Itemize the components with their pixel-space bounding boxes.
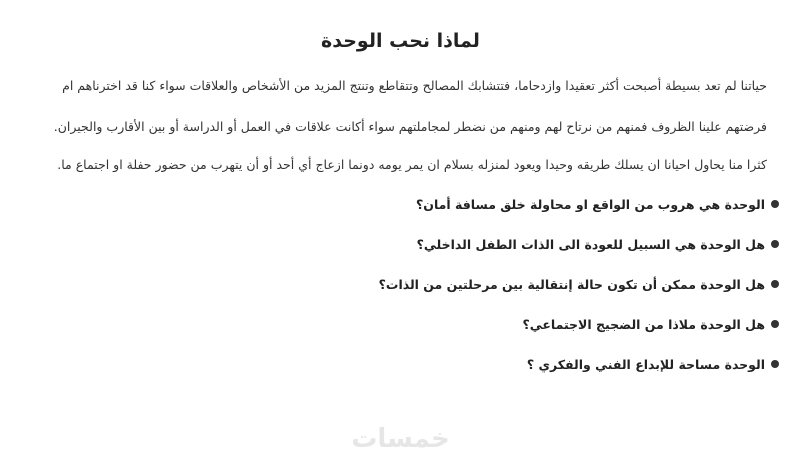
question-text: هل الوحدة هي السبيل للعودة الى الذات الطفل الداخلي؟ <box>416 236 765 252</box>
questions-list <box>219 194 779 394</box>
question-item <box>219 234 779 254</box>
question-text: الوحدة هي هروب من الواقع او محاولة خلق مسافة أمان؟ <box>416 196 765 212</box>
question-item <box>219 314 779 334</box>
paragraph-1: حياتنا لم تعد بسيطة أصبحت أكثر تعقيدا وازدحاما، فتتشابك المصالح وتتقاطع وتنتج المزيد من الأشخاص والعلاقات سواء كنا قد اخترناهم ام <box>62 78 767 93</box>
question-text: هل الوحدة ملاذا من الضجيج الاجتماعي؟ <box>522 316 765 332</box>
watermark-logo: خمسات <box>351 424 450 454</box>
paragraph-2: فرضتهم علينا الظروف فمنهم من نرتاح لهم ومنهم من نضطر لمجاملتهم سواء أكانت علاقات في العمل أو الدراسة أو بين الأقارب والجيران. <box>53 119 767 134</box>
paragraph-3: كثرا منا يحاول احيانا ان يسلك طريقه وحيدا ويعود لمنزله بسلام ان يمر يومه دونما ازعاج أي أحد أو أن يتهرب من حضور حفلة او اجتماع ما. <box>57 157 767 172</box>
bullet-icon <box>771 240 779 248</box>
bullet-icon <box>771 200 779 208</box>
question-item <box>219 194 779 214</box>
bullet-icon <box>771 280 779 288</box>
bullet-icon <box>771 320 779 328</box>
bullet-icon <box>771 360 779 368</box>
question-text: الوحدة مساحة للإبداع الفني والفكري ؟ <box>526 356 765 372</box>
question-item <box>219 354 779 374</box>
question-item <box>219 274 779 294</box>
question-text: هل الوحدة ممكن أن تكون حالة إنتقالية بين مرحلتين من الذات؟ <box>378 276 765 292</box>
article-title: لماذا نحب الوحدة <box>321 30 480 52</box>
